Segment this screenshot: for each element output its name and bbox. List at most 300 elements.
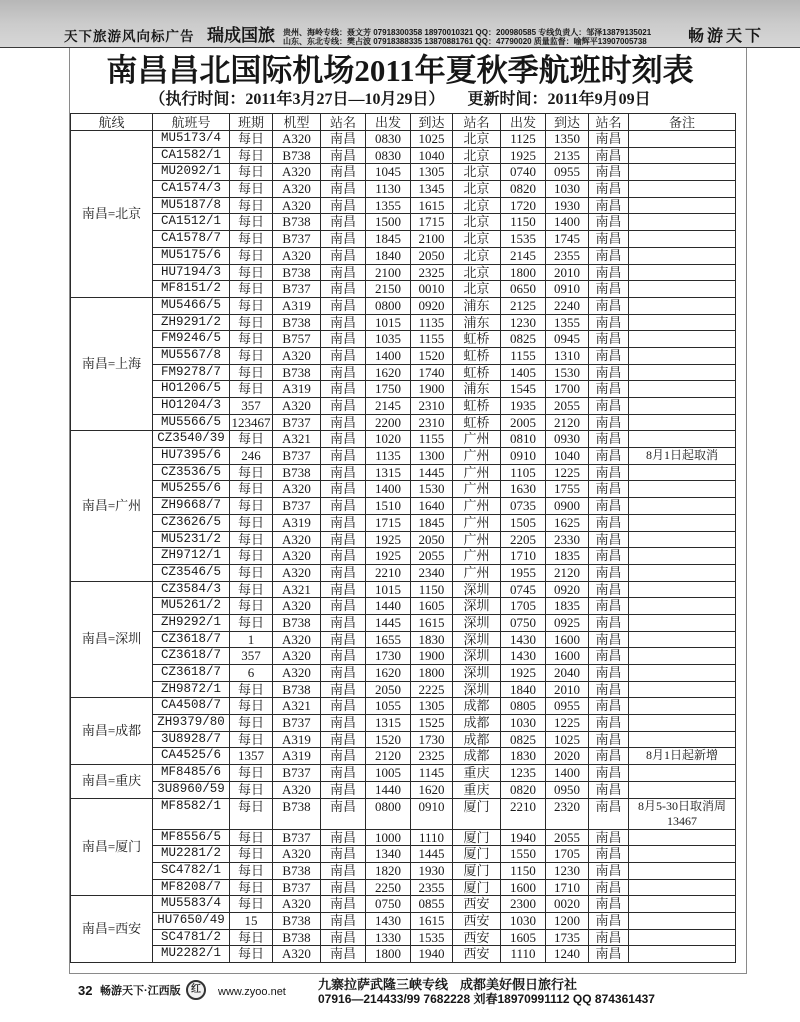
aircraft-cell: B738	[273, 314, 321, 331]
days-cell: 6	[230, 665, 273, 682]
departure-cell: 1620	[366, 665, 411, 682]
note-cell	[629, 648, 736, 665]
origin-station-cell: 南昌	[321, 879, 366, 896]
departure-cell: 1730	[366, 648, 411, 665]
departure-cell: 1510	[366, 498, 411, 515]
origin-station-cell: 南昌	[321, 781, 366, 798]
destination-station-cell: 厦门	[453, 798, 501, 829]
return-station-cell: 南昌	[589, 581, 629, 598]
return-departure-cell: 1535	[501, 231, 546, 248]
return-arrival-cell: 2055	[546, 398, 589, 415]
flight-no-cell: CA4508/7	[153, 698, 230, 715]
arrival-cell: 1135	[411, 314, 453, 331]
return-arrival-cell: 1625	[546, 514, 589, 531]
header-return-station: 站名	[589, 114, 629, 131]
days-cell: 每日	[230, 231, 273, 248]
flight-no-cell: MU2281/2	[153, 846, 230, 863]
return-arrival-cell: 0910	[546, 281, 589, 298]
return-station-cell: 南昌	[589, 364, 629, 381]
departure-cell: 1400	[366, 481, 411, 498]
destination-station-cell: 浦东	[453, 297, 501, 314]
days-cell: 每日	[230, 131, 273, 148]
aircraft-cell: B738	[273, 862, 321, 879]
departure-cell: 1355	[366, 197, 411, 214]
return-arrival-cell: 1530	[546, 364, 589, 381]
origin-station-cell: 南昌	[321, 147, 366, 164]
note-cell	[629, 681, 736, 698]
return-arrival-cell: 2120	[546, 564, 589, 581]
destination-station-cell: 广州	[453, 464, 501, 481]
flight-row	[71, 314, 736, 331]
return-departure-cell: 1630	[501, 481, 546, 498]
flight-no-cell: SC4782/1	[153, 862, 230, 879]
aircraft-cell: A320	[273, 564, 321, 581]
origin-station-cell: 南昌	[321, 581, 366, 598]
return-station-cell: 南昌	[589, 912, 629, 929]
return-station-cell: 南昌	[589, 614, 629, 631]
return-station-cell: 南昌	[589, 231, 629, 248]
destination-station-cell: 北京	[453, 281, 501, 298]
return-station-cell: 南昌	[589, 381, 629, 398]
destination-station-cell: 广州	[453, 481, 501, 498]
arrival-cell: 0910	[411, 798, 453, 829]
days-cell: 每日	[230, 281, 273, 298]
days-cell: 每日	[230, 498, 273, 515]
flight-no-cell: MU5466/5	[153, 297, 230, 314]
flight-row	[71, 862, 736, 879]
flight-row	[71, 929, 736, 946]
banner-agency-name: 瑞成国旅	[207, 26, 275, 45]
days-cell: 每日	[230, 715, 273, 732]
aircraft-cell: A320	[273, 846, 321, 863]
return-arrival-cell: 1225	[546, 464, 589, 481]
header-notes: 备注	[629, 114, 736, 131]
origin-station-cell: 南昌	[321, 498, 366, 515]
aircraft-cell: B737	[273, 715, 321, 732]
flight-row	[71, 131, 736, 148]
flight-row	[71, 765, 736, 782]
flight-row	[71, 448, 736, 465]
flight-row	[71, 381, 736, 398]
days-cell: 每日	[230, 698, 273, 715]
flight-row	[71, 798, 736, 829]
arrival-cell: 1800	[411, 665, 453, 682]
origin-station-cell: 南昌	[321, 181, 366, 198]
arrival-cell: 2325	[411, 748, 453, 765]
note-cell	[629, 781, 736, 798]
return-arrival-cell: 1600	[546, 631, 589, 648]
flight-no-cell: CZ3540/39	[153, 431, 230, 448]
origin-station-cell: 南昌	[321, 414, 366, 431]
departure-cell: 1500	[366, 214, 411, 231]
destination-station-cell: 重庆	[453, 781, 501, 798]
flight-no-cell: MU5231/2	[153, 531, 230, 548]
return-station-cell: 南昌	[589, 731, 629, 748]
return-arrival-cell: 2320	[546, 798, 589, 829]
days-cell: 每日	[230, 164, 273, 181]
destination-station-cell: 北京	[453, 214, 501, 231]
return-arrival-cell: 0020	[546, 896, 589, 913]
destination-station-cell: 深圳	[453, 631, 501, 648]
aircraft-cell: B738	[273, 929, 321, 946]
destination-station-cell: 浦东	[453, 381, 501, 398]
note-cell	[629, 531, 736, 548]
flight-no-cell: ZH9712/1	[153, 548, 230, 565]
return-station-cell: 南昌	[589, 564, 629, 581]
departure-cell: 2150	[366, 281, 411, 298]
return-departure-cell: 1155	[501, 347, 546, 364]
return-departure-cell: 1405	[501, 364, 546, 381]
return-departure-cell: 1720	[501, 197, 546, 214]
note-cell	[629, 912, 736, 929]
return-station-cell: 南昌	[589, 498, 629, 515]
header-arrival: 到达	[411, 114, 453, 131]
return-arrival-cell: 1930	[546, 197, 589, 214]
note-cell	[629, 731, 736, 748]
destination-station-cell: 成都	[453, 715, 501, 732]
aircraft-cell: A320	[273, 531, 321, 548]
days-cell: 每日	[230, 364, 273, 381]
return-station-cell: 南昌	[589, 846, 629, 863]
note-cell: 8月5-30日取消周 13467	[629, 798, 736, 829]
return-arrival-cell: 1745	[546, 231, 589, 248]
origin-station-cell: 南昌	[321, 297, 366, 314]
page-subtitle	[0, 90, 800, 110]
return-arrival-cell: 2120	[546, 414, 589, 431]
destination-station-cell: 深圳	[453, 581, 501, 598]
aircraft-cell: B738	[273, 214, 321, 231]
flight-no-cell: MU5187/8	[153, 197, 230, 214]
aircraft-cell: A320	[273, 247, 321, 264]
return-station-cell: 南昌	[589, 681, 629, 698]
return-station-cell: 南昌	[589, 929, 629, 946]
arrival-cell: 1900	[411, 648, 453, 665]
note-cell	[629, 598, 736, 615]
origin-station-cell: 南昌	[321, 548, 366, 565]
return-departure-cell: 1605	[501, 929, 546, 946]
header-route: 航线	[71, 114, 153, 131]
arrival-cell: 1300	[411, 448, 453, 465]
flight-no-cell: MU2092/1	[153, 164, 230, 181]
departure-cell: 2050	[366, 681, 411, 698]
days-cell: 每日	[230, 896, 273, 913]
departure-cell: 2210	[366, 564, 411, 581]
flight-row	[71, 147, 736, 164]
arrival-cell: 1520	[411, 347, 453, 364]
return-arrival-cell: 2330	[546, 531, 589, 548]
note-cell	[629, 364, 736, 381]
flight-row	[71, 498, 736, 515]
return-arrival-cell: 0955	[546, 164, 589, 181]
return-arrival-cell: 2020	[546, 748, 589, 765]
aircraft-cell: A319	[273, 514, 321, 531]
destination-station-cell: 广州	[453, 548, 501, 565]
aircraft-cell: A320	[273, 598, 321, 615]
departure-cell: 1000	[366, 829, 411, 846]
flight-row	[71, 231, 736, 248]
flight-row	[71, 614, 736, 631]
origin-station-cell: 南昌	[321, 765, 366, 782]
return-station-cell: 南昌	[589, 481, 629, 498]
aircraft-cell: B738	[273, 798, 321, 829]
flight-no-cell: CA1582/1	[153, 147, 230, 164]
days-cell: 每日	[230, 247, 273, 264]
return-arrival-cell: 1835	[546, 598, 589, 615]
departure-cell: 1750	[366, 381, 411, 398]
return-departure-cell: 1830	[501, 748, 546, 765]
days-cell: 15	[230, 912, 273, 929]
arrival-cell: 1640	[411, 498, 453, 515]
departure-cell: 1135	[366, 448, 411, 465]
flight-no-cell: HO1206/5	[153, 381, 230, 398]
flight-no-cell: MU5261/2	[153, 598, 230, 615]
header-departure: 出发	[366, 114, 411, 131]
flight-row	[71, 214, 736, 231]
return-arrival-cell: 2135	[546, 147, 589, 164]
banner-contact-line: 贵州、海岭专线：聂文芳 07918300358 18970010321 QQ：200980585 专线负责人：邹泽13879135021	[283, 28, 652, 37]
page-title: 南昌昌北国际机场2011年夏秋季航班时刻表	[106, 53, 694, 88]
note-cell	[629, 896, 736, 913]
days-cell: 每日	[230, 331, 273, 348]
departure-cell: 0800	[366, 798, 411, 829]
arrival-cell: 2340	[411, 564, 453, 581]
return-departure-cell: 1940	[501, 829, 546, 846]
aircraft-cell: A320	[273, 347, 321, 364]
destination-station-cell: 成都	[453, 731, 501, 748]
aircraft-cell: A321	[273, 581, 321, 598]
validity-period: （执行时间：2011年3月27日—10月29日）	[149, 91, 445, 108]
origin-station-cell: 南昌	[321, 264, 366, 281]
note-cell	[629, 614, 736, 631]
origin-station-cell: 南昌	[321, 364, 366, 381]
aircraft-cell: B737	[273, 765, 321, 782]
aircraft-cell: A319	[273, 297, 321, 314]
flight-no-cell: ZH9292/1	[153, 614, 230, 631]
return-departure-cell: 1105	[501, 464, 546, 481]
return-station-cell: 南昌	[589, 347, 629, 364]
return-arrival-cell: 0950	[546, 781, 589, 798]
arrival-cell: 1530	[411, 481, 453, 498]
flight-no-cell: ZH9379/80	[153, 715, 230, 732]
return-departure-cell: 1925	[501, 147, 546, 164]
return-station-cell: 南昌	[589, 598, 629, 615]
aircraft-cell: A320	[273, 648, 321, 665]
return-station-cell: 南昌	[589, 247, 629, 264]
origin-station-cell: 南昌	[321, 131, 366, 148]
days-cell: 每日	[230, 929, 273, 946]
return-departure-cell: 1550	[501, 846, 546, 863]
origin-station-cell: 南昌	[321, 798, 366, 829]
flight-no-cell: ZH9668/7	[153, 498, 230, 515]
departure-cell: 1430	[366, 912, 411, 929]
return-arrival-cell: 1200	[546, 912, 589, 929]
return-station-cell: 南昌	[589, 748, 629, 765]
note-cell: 8月1日起新增	[629, 748, 736, 765]
flight-no-cell: MU2282/1	[153, 946, 230, 963]
days-cell: 每日	[230, 548, 273, 565]
return-departure-cell: 1925	[501, 665, 546, 682]
return-station-cell: 南昌	[589, 896, 629, 913]
destination-station-cell: 虹桥	[453, 398, 501, 415]
return-station-cell: 南昌	[589, 879, 629, 896]
days-cell: 每日	[230, 297, 273, 314]
return-departure-cell: 1800	[501, 264, 546, 281]
flight-row	[71, 781, 736, 798]
arrival-cell: 1150	[411, 581, 453, 598]
arrival-cell: 1305	[411, 164, 453, 181]
flight-no-cell: CA4525/6	[153, 748, 230, 765]
destination-station-cell: 深圳	[453, 648, 501, 665]
days-cell: 每日	[230, 765, 273, 782]
update-date: 更新时间：2011年9月09日	[467, 91, 651, 108]
note-cell	[629, 197, 736, 214]
note-cell	[629, 481, 736, 498]
flight-no-cell: MU5566/5	[153, 414, 230, 431]
return-arrival-cell: 1600	[546, 648, 589, 665]
return-arrival-cell: 1835	[546, 548, 589, 565]
return-arrival-cell: 2355	[546, 247, 589, 264]
days-cell: 246	[230, 448, 273, 465]
flight-no-cell: HU7395/6	[153, 448, 230, 465]
days-cell: 每日	[230, 879, 273, 896]
days-cell: 每日	[230, 481, 273, 498]
destination-station-cell: 深圳	[453, 665, 501, 682]
aircraft-cell: B738	[273, 614, 321, 631]
return-arrival-cell: 1735	[546, 929, 589, 946]
destination-station-cell: 虹桥	[453, 414, 501, 431]
flight-no-cell: MU5173/4	[153, 131, 230, 148]
aircraft-cell: B738	[273, 364, 321, 381]
departure-cell: 1315	[366, 715, 411, 732]
arrival-cell: 1615	[411, 912, 453, 929]
return-station-cell: 南昌	[589, 314, 629, 331]
arrival-cell: 1620	[411, 781, 453, 798]
flight-no-cell: 3U8928/7	[153, 731, 230, 748]
route-cell: 南昌=西安	[71, 896, 153, 963]
header-days: 班期	[230, 114, 273, 131]
flight-row	[71, 548, 736, 565]
destination-station-cell: 北京	[453, 264, 501, 281]
origin-station-cell: 南昌	[321, 431, 366, 448]
departure-cell: 2100	[366, 264, 411, 281]
destination-station-cell: 厦门	[453, 829, 501, 846]
aircraft-cell: A320	[273, 181, 321, 198]
arrival-cell: 1145	[411, 765, 453, 782]
arrival-cell: 1155	[411, 431, 453, 448]
destination-station-cell: 西安	[453, 929, 501, 946]
days-cell: 每日	[230, 214, 273, 231]
days-cell: 123467	[231, 414, 271, 430]
origin-station-cell: 南昌	[321, 896, 366, 913]
return-departure-cell: 1710	[501, 548, 546, 565]
magazine-logo: 红	[186, 980, 206, 1000]
destination-station-cell: 北京	[453, 197, 501, 214]
origin-station-cell: 南昌	[321, 281, 366, 298]
arrival-cell: 1830	[411, 631, 453, 648]
departure-cell: 1005	[366, 765, 411, 782]
note-cell	[629, 464, 736, 481]
return-arrival-cell: 1710	[546, 879, 589, 896]
flight-row	[71, 264, 736, 281]
origin-station-cell: 南昌	[321, 347, 366, 364]
flight-row	[71, 829, 736, 846]
destination-station-cell: 深圳	[453, 614, 501, 631]
return-station-cell: 南昌	[589, 798, 629, 829]
flight-row	[71, 247, 736, 264]
origin-station-cell: 南昌	[321, 614, 366, 631]
origin-station-cell: 南昌	[321, 862, 366, 879]
flight-row	[71, 514, 736, 531]
arrival-cell: 2050	[411, 531, 453, 548]
departure-cell: 1045	[366, 164, 411, 181]
days-cell: 每日	[230, 431, 273, 448]
flight-row	[71, 698, 736, 715]
destination-station-cell: 广州	[453, 564, 501, 581]
flight-no-cell: CZ3618/7	[153, 665, 230, 682]
banner-slogan: 天下旅游风向标广告	[64, 29, 195, 44]
footer-ad-contact: 07916—214433/99 7682228 刘春18970991112 QQ 874361437	[318, 992, 655, 1006]
note-cell	[629, 297, 736, 314]
flight-no-cell: CZ3536/5	[153, 464, 230, 481]
arrival-cell: 2055	[411, 548, 453, 565]
days-cell: 每日	[230, 514, 273, 531]
return-departure-cell: 1600	[501, 879, 546, 896]
aircraft-cell: A320	[273, 131, 321, 148]
origin-station-cell: 南昌	[321, 398, 366, 415]
destination-station-cell: 浦东	[453, 314, 501, 331]
note-cell	[629, 715, 736, 732]
origin-station-cell: 南昌	[321, 681, 366, 698]
flight-row	[71, 846, 736, 863]
return-station-cell: 南昌	[589, 331, 629, 348]
note-cell	[629, 846, 736, 863]
return-station-cell: 南昌	[589, 264, 629, 281]
flight-no-cell: FM9278/7	[153, 364, 230, 381]
return-station-cell: 南昌	[589, 665, 629, 682]
return-arrival-cell: 0925	[546, 614, 589, 631]
note-cell	[629, 181, 736, 198]
origin-station-cell: 南昌	[321, 197, 366, 214]
note-cell	[629, 398, 736, 415]
note-cell	[629, 946, 736, 963]
days-cell: 每日	[230, 197, 273, 214]
aircraft-cell: A319	[273, 731, 321, 748]
return-arrival-cell: 0955	[546, 698, 589, 715]
header-row	[71, 114, 736, 131]
note-cell	[629, 264, 736, 281]
return-departure-cell: 0650	[501, 281, 546, 298]
return-departure-cell: 0750	[501, 614, 546, 631]
header-flight-no: 航班号	[153, 114, 230, 131]
origin-station-cell: 南昌	[321, 448, 366, 465]
flight-no-cell: MF8556/5	[153, 829, 230, 846]
departure-cell: 0750	[366, 896, 411, 913]
return-arrival-cell: 0900	[546, 498, 589, 515]
flight-row	[71, 197, 736, 214]
note-cell	[629, 765, 736, 782]
destination-station-cell: 北京	[453, 164, 501, 181]
aircraft-cell: A320	[273, 665, 321, 682]
departure-cell: 1315	[366, 464, 411, 481]
destination-station-cell: 西安	[453, 896, 501, 913]
note-cell	[629, 698, 736, 715]
return-departure-cell: 0805	[501, 698, 546, 715]
origin-station-cell: 南昌	[321, 331, 366, 348]
destination-station-cell: 广州	[453, 498, 501, 515]
destination-station-cell: 厦门	[453, 846, 501, 863]
flight-row	[71, 731, 736, 748]
return-arrival-cell: 1705	[546, 846, 589, 863]
